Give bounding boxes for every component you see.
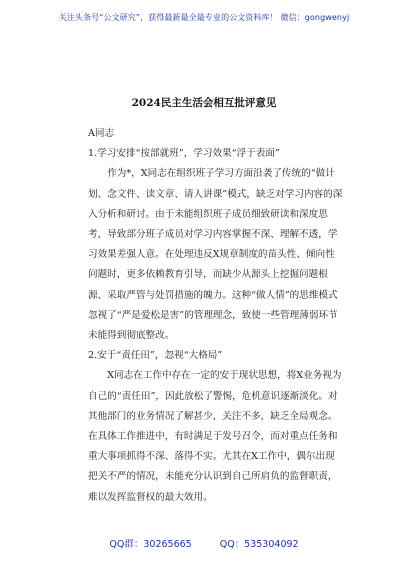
document-body bbox=[88, 124, 343, 508]
section-heading-1: 1.学习安排“按部就班”，学习效果“浮于表面” bbox=[88, 148, 280, 160]
qq-number: QQ：535304092 bbox=[219, 539, 299, 550]
contact-footer bbox=[0, 536, 408, 550]
section-heading-2: 2.安于“责任田”，忽视“大格局” bbox=[88, 350, 223, 362]
qq-group-number: QQ群：30265665 bbox=[109, 539, 192, 550]
page-title: 2024民主生活会相互批评意见 bbox=[131, 97, 277, 109]
body-paragraph-1: 作为*，X同志在组织班子学习方面沿袭了传统的“做计划、念文件、读文章、请人讲课”模式，缺乏对学习内容的深入分析和研讨。由于未能组织班子成员细致研读和深度思考，导致部分班子成员对学习内容掌握不深、理解不透，学习效果差强人意。在处理违反X规章制度的苗头性、倾向性问题时，更多依赖教育引导，而缺少从源头上挖掘问题根源、采取严管与处罚措施的魄力。这种“做人情”的思维模式忽视了“严是爱松是害”的管理理念，致使一些管理薄弱环节未能得到彻底整改。 bbox=[88, 168, 343, 342]
promo-header: 关注头条号“公文研究”，获得最新最全最专业的公文资料库！ 微信：gongwenyj bbox=[58, 13, 350, 22]
body-paragraph-2: X同志在工作中存在一定的安于现状思想，将X业务视为自己的“责任田”，因此放松了警惕，危机意识逐渐淡化。对其他部门的业务情况了解甚少，关注不多，缺乏全局观念。在具体工作推进中，有时满足于发号召令，而对重点任务和重大事项抓得不深、落得不实。尤其在X工作中，偶尔出现把关不严的情况，未能充分认识到自己所肩负的监督职责，难以发挥监督权的最大效用。 bbox=[88, 370, 342, 503]
addressee: A同志 bbox=[88, 128, 115, 139]
